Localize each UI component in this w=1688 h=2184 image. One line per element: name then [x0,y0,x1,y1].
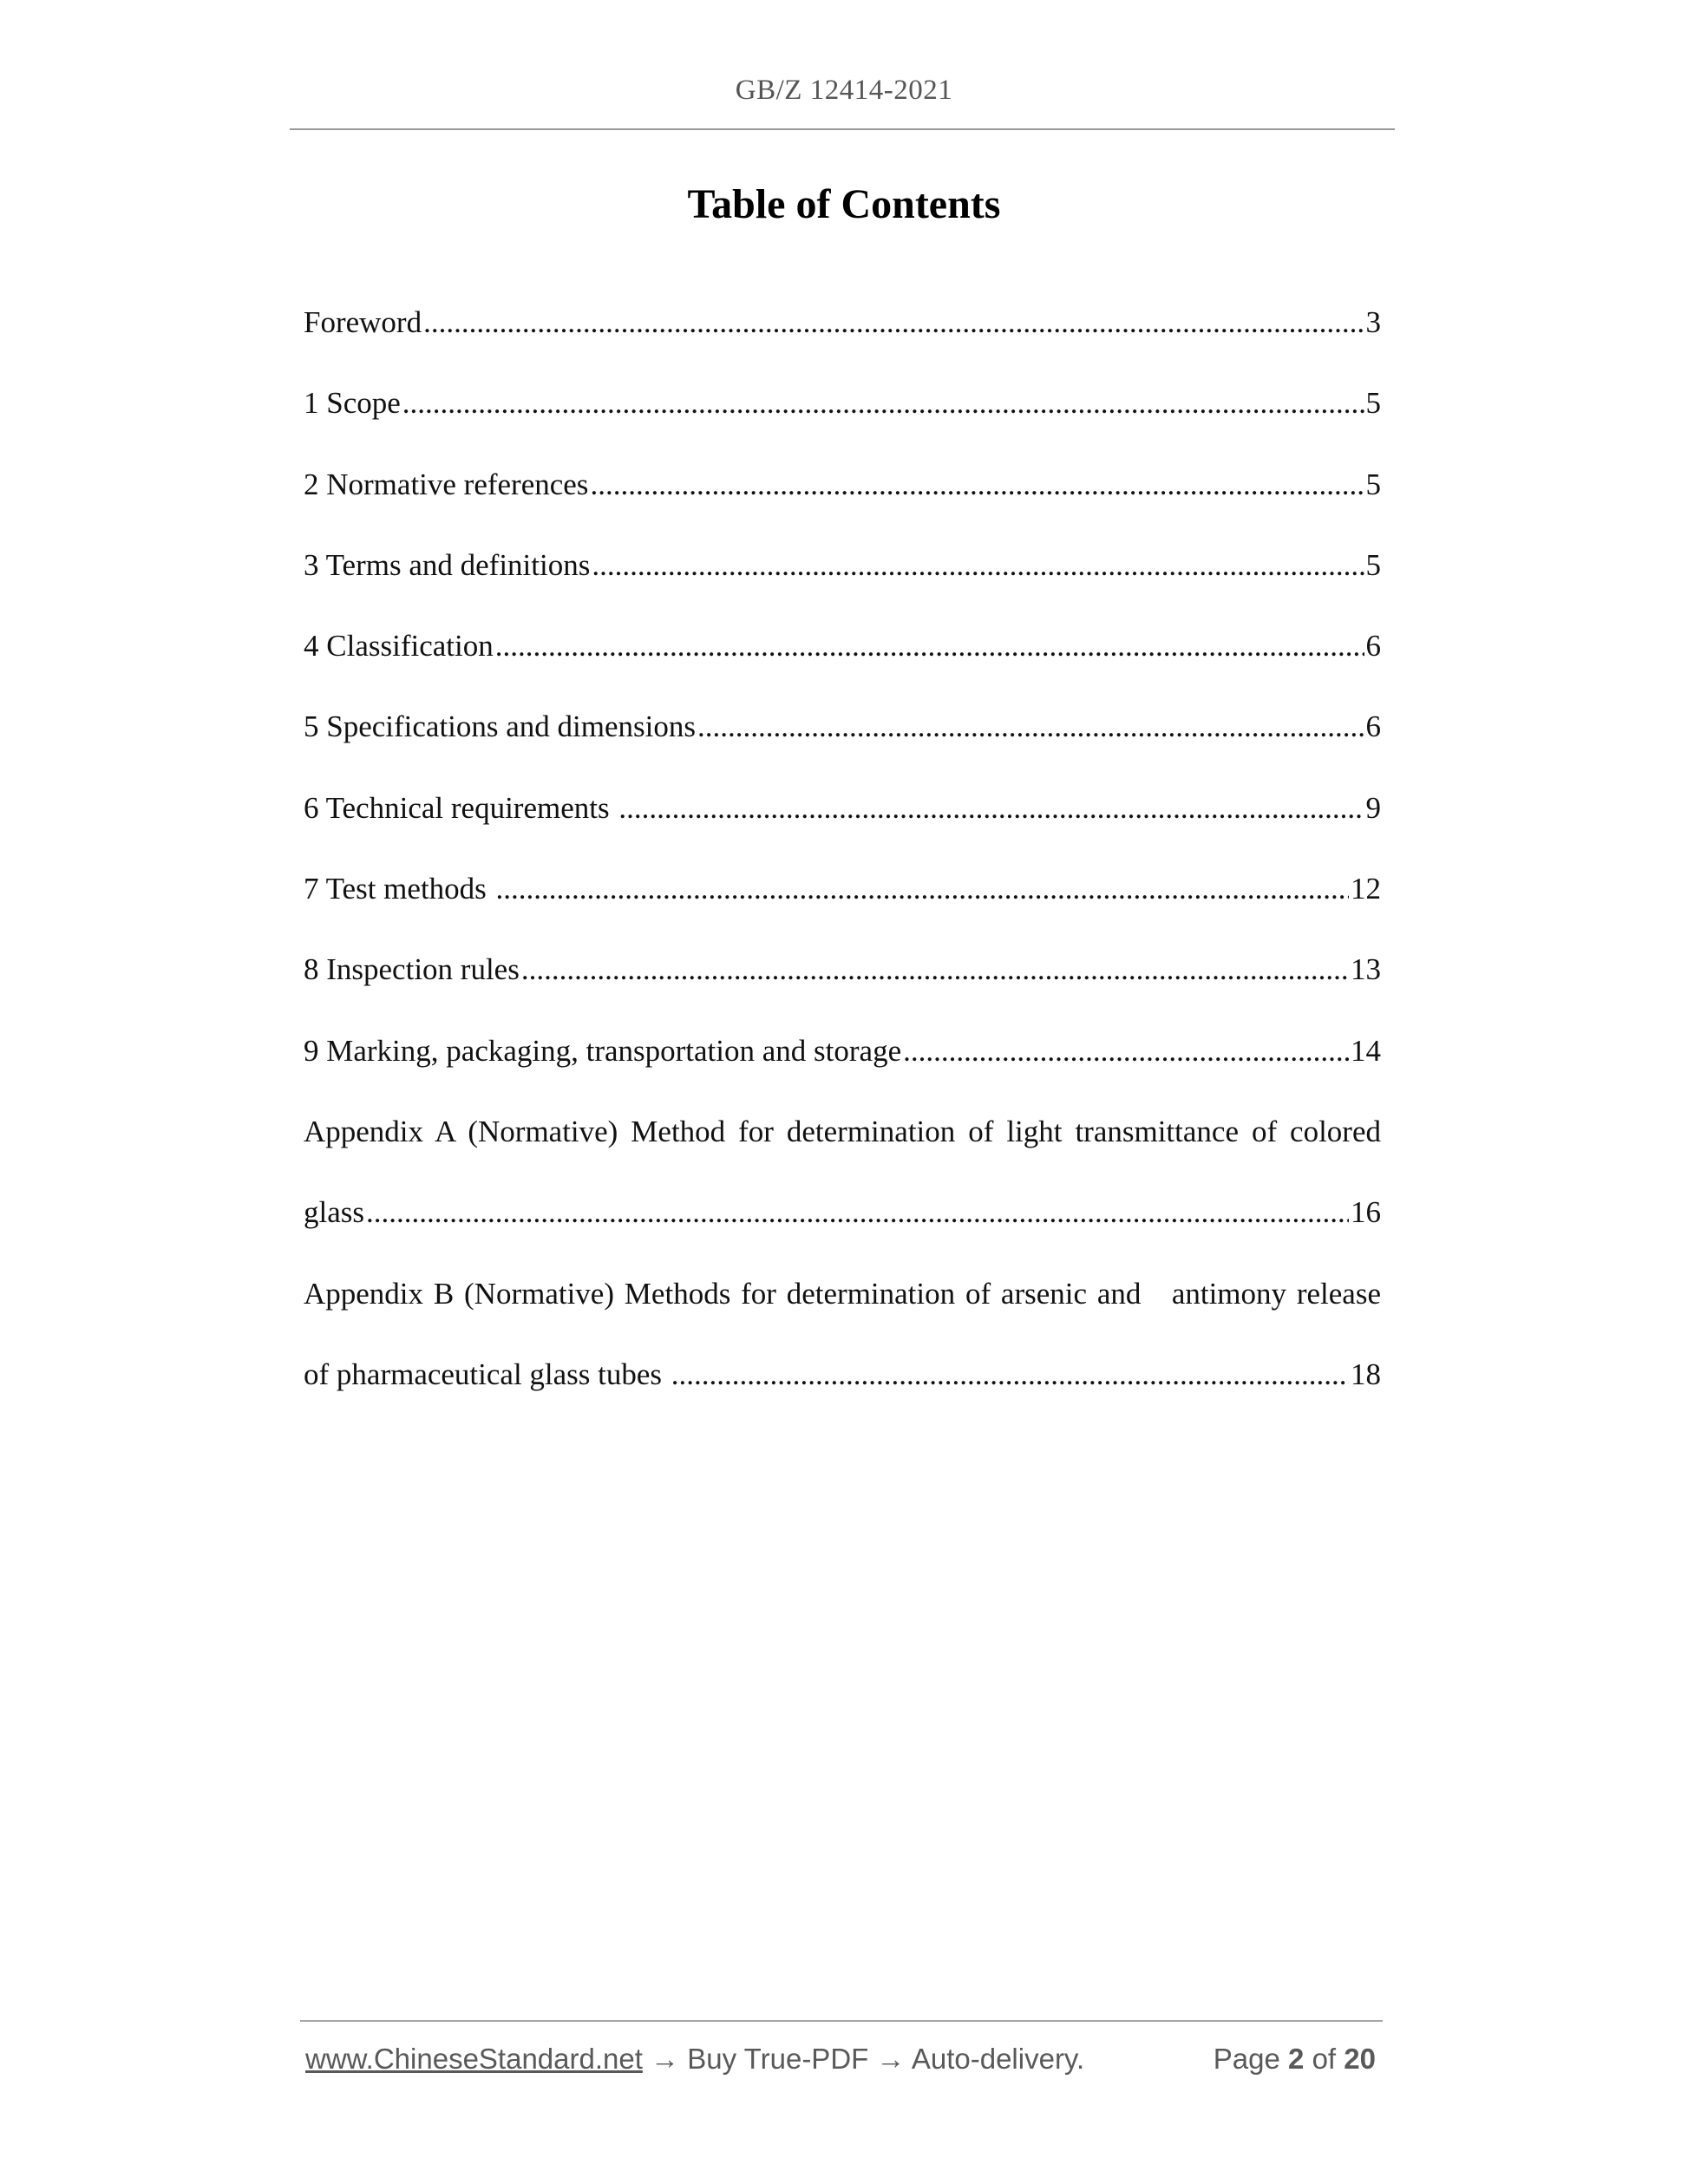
toc-entry-foreword[interactable] [304,305,1381,386]
toc-entry-text: 7 Test methods [304,872,494,906]
toc-entry-appendix-b[interactable] [304,1277,1381,1439]
toc-entry-text: 3 Terms and definitions [304,547,591,582]
toc-entry-text: 6 Technical requirements [304,790,618,825]
auto-delivery-text: Auto-delivery. [911,2043,1085,2075]
arrow-right-icon: → [651,2043,680,2075]
toc-entry-page: 6 [1365,709,1381,744]
toc-entry-page: 6 [1365,629,1381,664]
page-title: Table of Contents [687,181,1001,227]
toc-entry-text: 2 Normative references [304,467,589,501]
toc-entry-text: 1 Scope [304,386,401,421]
toc-entry-normative-references[interactable] [304,468,1381,548]
buy-true-pdf-text: Buy True-PDF [687,2043,869,2075]
table-of-contents [304,305,1381,1438]
toc-leader-dots [592,548,1364,583]
arrow-right-icon: → [876,2043,906,2075]
toc-entry-page: 5 [1365,467,1381,501]
toc-entry-text-line2: of pharmaceutical glass tubes [304,1357,670,1391]
footer-promo [305,2043,1084,2076]
header-divider [290,128,1395,130]
toc-entry-specifications[interactable] [304,709,1381,790]
toc-entry-line2 [304,1357,1381,1438]
toc-entry-text: 8 Inspection rules [304,952,520,987]
toc-entry-text: 5 Specifications and dimensions [304,709,697,744]
toc-entry-page: 9 [1365,790,1381,825]
of-label: of [1312,2043,1337,2075]
toc-entry-text-line1: Appendix B (Normative) Methods for determination of arsenic and antimony release [304,1276,1381,1311]
toc-entry-line2 [304,1195,1381,1276]
toc-entry-page: 13 [1351,952,1381,987]
footer-divider [300,2020,1383,2022]
toc-entry-text: 4 Classification [304,629,494,664]
toc-leader-dots [423,305,1364,340]
toc-entry-page: 12 [1351,872,1381,906]
toc-leader-dots [618,791,1364,826]
toc-entry-page: 5 [1365,547,1381,582]
toc-entry-test-methods[interactable] [304,872,1381,952]
page-indicator [1214,2043,1376,2076]
toc-leader-dots [671,1357,1349,1392]
toc-entry-appendix-a[interactable] [304,1115,1381,1277]
toc-entry-technical-requirements[interactable] [304,791,1381,872]
toc-entry-text: Foreword [304,305,422,339]
toc-leader-dots [590,468,1364,502]
toc-entry-classification[interactable] [304,629,1381,709]
toc-entry-text-line1: Appendix A (Normative) Method for determination of light transmittance of colored [304,1114,1381,1148]
toc-leader-dots [366,1195,1349,1230]
toc-leader-dots [495,629,1364,664]
current-page-number: 2 [1288,2043,1305,2075]
toc-entry-page: 18 [1351,1357,1381,1391]
toc-entry-inspection-rules[interactable] [304,952,1381,1033]
page-label: Page [1213,2043,1280,2075]
toc-leader-dots [903,1034,1349,1069]
total-pages-number: 20 [1344,2043,1376,2075]
toc-leader-dots [402,386,1364,421]
toc-entry-marking-packaging[interactable] [304,1034,1381,1115]
toc-entry-page: 5 [1365,386,1381,421]
toc-leader-dots [496,872,1349,906]
toc-entry-page: 14 [1351,1033,1381,1068]
toc-leader-dots [521,952,1349,987]
toc-entry-terms-definitions[interactable] [304,548,1381,629]
toc-entry-scope[interactable] [304,386,1381,467]
toc-entry-text-line2: glass [304,1195,364,1230]
toc-entry-page: 3 [1365,305,1381,339]
site-link[interactable]: www.ChineseStandard.net [305,2043,643,2075]
document-header-code: GB/Z 12414-2021 [735,75,953,106]
toc-entry-page: 16 [1351,1195,1381,1230]
toc-leader-dots [697,709,1364,744]
toc-entry-text: 9 Marking, packaging, transportation and storage [304,1033,902,1068]
